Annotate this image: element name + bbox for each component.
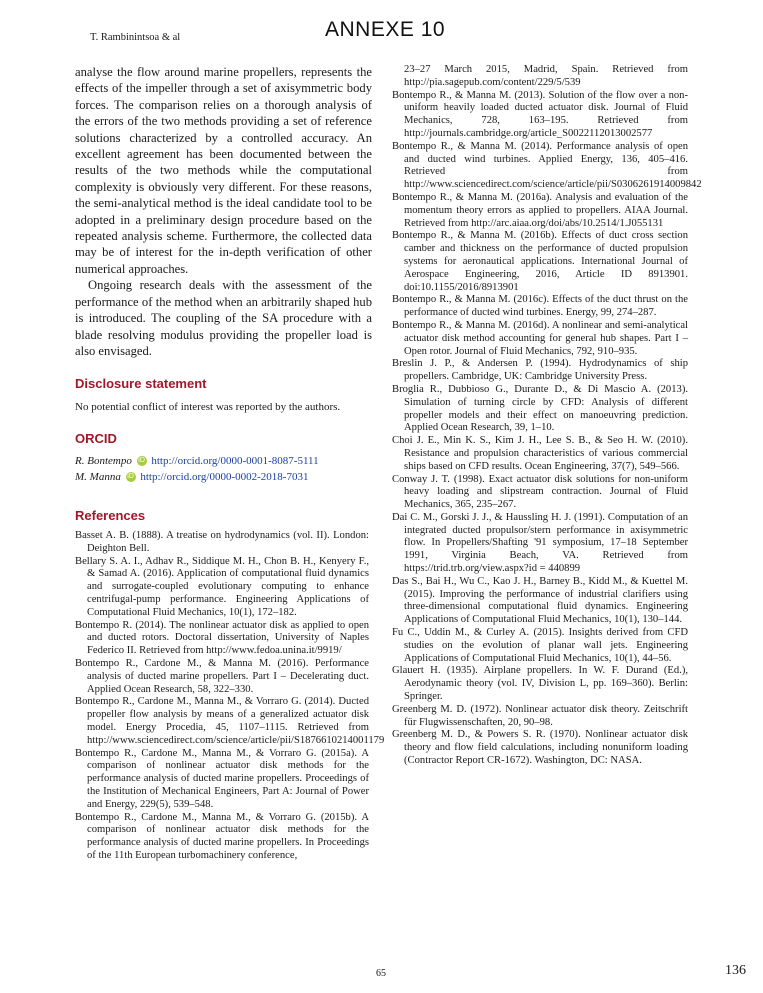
reference-item: Dai C. M., Gorski J. J., & Haussling H. J. (1991). Computation of an integrated ducted propulsor/stern performance in axisymmetric flow. In Propellers/Shafting '91 symposium, 17–18 September 1991, Virginia Beach, VA. Retrieved from https://trid.trb.org/view.aspx?id = 440899 [392, 511, 688, 575]
orcid-icon: iD [127, 473, 134, 481]
reference-item: Bontempo R., & Manna M. (2013). Solution of the flow over a non-uniform heavily loaded ducted actuator disk. Journal of Fluid Mechanics, 728, 163–195. Retrieved from http://journals.cambridge.org/article_S0022112013002577 [392, 89, 688, 139]
reference-item: 23–27 March 2015, Madrid, Spain. Retrieved from http://pia.sagepub.com/content/229/5/539 [404, 64, 688, 88]
reference-item: Bellary S. A. I., Adhav R., Siddique M. H., Chon B. H., Kenyery F., & Samad A. (2016). Application of computational fluid dynamics and surrogate-coupled evolutionary computing to enhance centrifugal-pump performance. Engineering Applications of Computational Fluid Mechanics, 10(1), 172–182. [75, 555, 369, 618]
reference-item: Choi J. E., Min K. S., Kim J. H., Lee S. B., & Seo H. W. (2010). Resistance and propulsion characteristics of various commercial ships based on CFD results. Ocean Engineering, 37(7), 549–566. [392, 435, 688, 472]
left-column [75, 64, 372, 359]
references-list-left [75, 530, 385, 863]
reference-item: Bontempo R., Cardone M., & Manna M. (2016). Performance analysis of ducted marine propellers. Part I – Decelerating duct. Applied Ocean Research, 58, 322–330. [75, 657, 369, 695]
references-heading: References [75, 508, 146, 523]
page-number: 65 [376, 968, 386, 979]
reference-item: Conway J. T. (1998). Exact actuator disk solutions for non-uniform heavy loading and slipstream contraction. Journal of Fluid Mechanics, 365, 235–267. [392, 473, 688, 511]
references-list-right [392, 64, 702, 768]
reference-item: Das S., Bai H., Wu C., Kao J. H., Barney B., Kidd M., & Kuettel M. (2015). Improving the performance of industrial clarifiers using three-dimensional computational fluid dynamics. Engineering Applications of Computational Fluid Mechanics, 10(1), 130–144. [392, 575, 688, 626]
reference-item: Bontempo R., & Manna M. (2016d). A nonlinear and semi-analytical actuator disk method accounting for general hub shapes. Part I – Open rotor. Journal of Fluid Mechanics, 792, 910–935. [392, 319, 688, 357]
reference-item: Bontempo R., & Manna M. (2016a). Analysis and evaluation of the momentum theory errors as applied to propellers. AIAA Journal. Retrieved from http://arc.aiaa.org/doi/abs/10.2514/1.J055131 [392, 191, 688, 229]
reference-item: Greenberg M. D., & Powers S. R. (1970). Nonlinear actuator disk theory and flow field calculations, including nonuniform loading (Contractor Report CR-1672). Washington, DC: NASA. [392, 729, 688, 767]
annex-page-number: 136 [725, 963, 746, 978]
reference-item: Greenberg M. D. (1972). Nonlinear actuator disk theory. Zeitschrift für Flugwissenschaften, 20, 90–98. [392, 703, 688, 728]
reference-item: Fu C., Uddin M., & Curley A. (2015). Insights derived from CFD studies on the evolution of planar wall jets. Engineering Applications of Computational Fluid Mechanics, 10(1), 44–56. [392, 627, 688, 664]
body-paragraph: Ongoing research deals with the assessment of the performance of the method when an arbitrarily shaped hub is introduced. The coupling of the SA procedure with a blade resolving modulus providing the propeller load is also envisaged. [75, 278, 372, 358]
reference-item: Bontempo R., Cardone M., Manna M., & Vorraro G. (2015b). A comparison of nonlinear actuator disk methods for the performance analysis of ducted marine propellers. In Proceedings of the 11th European turbomachinery conference, [75, 811, 369, 861]
reference-item: Breslin J. P., & Andersen P. (1994). Hydrodynamics of ship propellers. Cambridge, UK: Cambridge University Press. [392, 358, 688, 383]
body-paragraph: analyse the flow around marine propellers, represents the effects of the impeller through a set of axisymmetric body forces. The comparison relies on a thorough analysis of the errors of the two methods providing a set of reference solutions characterized by a controlled accuracy. An excellent agreement has been documented between the results of the two methods while the computational complexity is obviously very different. For these reasons, the semi-analytical method is the ideal candidate tool to be adopted in a preliminary design procedure based on the repeated analysis scheme. Furthermore, the collected data may be of interest for the in-depth verification of other numerical approaches. [75, 65, 372, 276]
annex-title: ANNEXE 10 [325, 18, 446, 41]
orcid-entry [75, 453, 319, 469]
reference-item: Bontempo R., & Manna M. (2016b). Effects of duct cross section camber and thickness on the performance of ducted propulsion systems for aeronautical applications. International Journal of Aerospace Engineering, 2016, Article ID 8913901. doi:10.1155/2016/8913901 [392, 230, 688, 293]
disclosure-heading: Disclosure statement [75, 376, 207, 391]
running-header-author: T. Rambinintsoa & al [90, 32, 181, 43]
disclosure-text: No potential conflict of interest was reported by the authors. [75, 401, 341, 413]
orcid-link[interactable]: http://orcid.org/0000-0002-2018-7031 [140, 471, 309, 483]
reference-item: Bontempo R., & Manna M. (2014). Performance analysis of open and ducted wind turbines. Applied Energy, 136, 405–416. Retrieved from http://www.sciencedirect.com/science/article/pii/S0306261914009842 [392, 140, 702, 191]
orcid-entry [75, 469, 319, 485]
reference-item: Broglia R., Dubbioso G., Durante D., & Di Mascio A. (2013). Simulation of turning circle by CFD: Analysis of different propeller models and their effect on manoeuvring prediction. Applied Ocean Research, 39, 1–10. [392, 383, 688, 434]
orcid-list [75, 453, 319, 485]
reference-item: Bontempo R., Cardone M., Manna M., & Vorraro G. (2015a). A comparison of nonlinear actuator disk methods for the performance analysis of ducted marine propellers. Proceedings of the Institution of Mechanical Engineers, Part A: Journal of Power and Energy, 229(5), 539–548. [75, 747, 369, 810]
reference-item: Bontempo R., Cardone M., Manna M., & Vorraro G. (2014). Ducted propeller flow analysis by means of a generalized actuator disk model. Energy Procedia, 45, 1107–1115. Retrieved from http://www.sciencedirect.com/science/article/pii/S1876610214001179 [75, 696, 385, 746]
orcid-link[interactable]: http://orcid.org/0000-0001-8087-5111 [151, 455, 319, 467]
orcid-author-name: R. Bontempo [75, 455, 132, 467]
orcid-author-name: M. Manna [75, 471, 121, 483]
reference-item: Basset A. B. (1888). A treatise on hydrodynamics (vol. II). London: Deighton Bell. [75, 530, 369, 554]
reference-item: Bontempo R., & Manna M. (2016c). Effects of the duct thrust on the performance of ducted wind turbines. Energy, 99, 274–287. [392, 294, 688, 319]
reference-item: Bontempo R. (2014). The nonlinear actuator disk as applied to open and ducted rotors. Doctoral dissertation, University of Naples Federico II. Retrieved from http://www.fedoa.unina.it/9919/ [75, 619, 369, 657]
orcid-icon: iD [138, 457, 145, 465]
orcid-heading: ORCID [75, 431, 117, 446]
reference-item: Glauert H. (1935). Airplane propellers. In W. F. Durand (Ed.), Aerodynamic theory (vol. IV, Division L, pp. 169–360). Berlin: Springer. [392, 665, 688, 703]
